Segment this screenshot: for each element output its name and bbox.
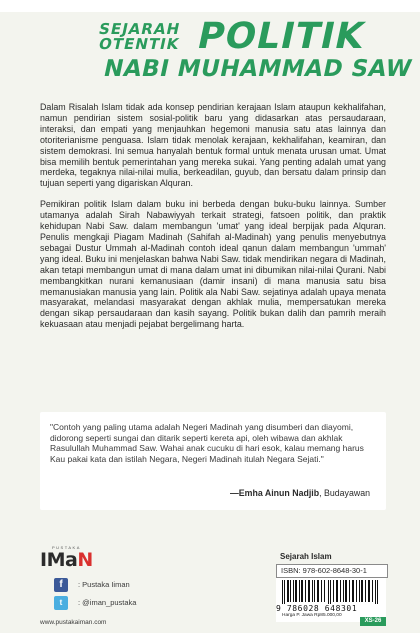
barcode xyxy=(276,578,386,622)
barcode-bars xyxy=(282,580,380,604)
website-link[interactable]: www.pustakaiman.com xyxy=(40,619,107,626)
twitter-link[interactable] xyxy=(54,596,214,612)
barcode-digits: 9 786028 648301 xyxy=(276,604,358,613)
twitter-icon: t xyxy=(54,596,68,610)
facebook-icon: f xyxy=(54,578,68,592)
title-politik: POLITIK xyxy=(193,16,369,57)
top-band xyxy=(0,0,420,12)
title-line-otentik: OTENTIK xyxy=(97,35,182,53)
isbn-box xyxy=(276,564,388,578)
title-block xyxy=(0,18,420,90)
twitter-handle: : @iman_pustaka xyxy=(78,598,137,607)
book-category: Sejarah Islam xyxy=(280,552,332,561)
logo-iman-text: IMaN xyxy=(40,549,93,571)
quote-attribution xyxy=(230,488,370,498)
price-label: Harga P. Jawa Rp85.000,00 xyxy=(282,613,342,618)
synopsis xyxy=(40,102,386,340)
endorsement-quote xyxy=(40,412,386,510)
publisher-logo xyxy=(40,545,110,573)
facebook-handle: : Pustaka Iiman xyxy=(78,580,130,589)
synopsis-paragraph-1: Dalam Risalah Islam tidak ada konsep pendirian kerajaan Islam ataupun kekhalifahan, namun pendirian sistem sosial-politik baru yang didasarkan atas persaudaraan, interaksi, dan empati yang menjauhkan hegemoni manusia satu atas lainnya dan otoriterianisme penguasa. Islam tidak menolak kerajaan, kekhalifahan, keamiran, dan sistem demokrasi. Ini semua hanyalah bentuk formal untuk menata urusan umat. Umat bisa memilih bentuk pemerintahan yang mereka sukai. Yang penting adalah umat yang merdeka, tegaknya nilai-nilai mulia, berkeadilan, guyub, dan bersatu dalam prinsip dan tujuan seperti yang digariskan Alquran. xyxy=(40,102,386,189)
quote-text: "Contoh yang paling utama adalah Negeri Madinah yang disumberi dan diayomi, didorong seperti sungai dan ditarik seperti kereta api, oleh wibawa dan akhlak Rasulullah Muhammad Saw. Wahai anak cucuku di hari esok, kalau memang harus Kau pakai kata dan istilah Negara, Negeri Madinah itulah Negara Sejati." xyxy=(50,422,364,464)
facebook-link[interactable] xyxy=(54,578,214,594)
logo-pustaka-label: PUSTAKA xyxy=(52,545,81,550)
quote-author-role: , Budayawan xyxy=(319,488,370,498)
book-code: XS-26 xyxy=(360,617,386,626)
quote-author: —Emha Ainun Nadjib xyxy=(230,488,320,498)
isbn-text: ISBN: 978-602-8648-30-1 xyxy=(281,566,367,575)
synopsis-paragraph-2: Pemikiran politik Islam dalam buku ini berbeda dengan buku-buku lainnya. Sumber utamanya adalah Sirah Nabawiyyah terkait strategi, fatsoen politik, dan praktik kehidupan Nabi Saw. dalam membangun 'umat' yang ideal berpijak pada Alquran. Penulis mengkaji Piagam Madinah (Sahifah al-Madinah) yang penulis menyebutnya sebagai Dustur Ummah al-Madinah contoh ideal qanun dalam membangun 'ummah' yang ideal. Buku ini menjelaskan bahwa Nabi Saw. tidak mendirikan negara di Madinah, akan tetapi membangun umat di mana dalam umat ini dibumikan nilai-nilai Qurani. Nabi membangkitkan nurani kemanusiaan (damir insani) di mana manusia satu bisa memanusiakan manusia yang lain. Politik ala Nabi Saw. sejatinya adalah upaya menata masyarakat, melandasi masyarakat dengan akhlak mulia, mempersatukan mereka dengan sikap persaudaraan dan kasih sayang. Politik bukan dalih dan pamrih meraih kekuasaan atau menjadi pejabat bergelimang harta. xyxy=(40,199,386,330)
title-subtitle: NABI MUHAMMAD SAW xyxy=(101,56,415,82)
title-line-sejarah: SEJARAH xyxy=(97,20,182,38)
